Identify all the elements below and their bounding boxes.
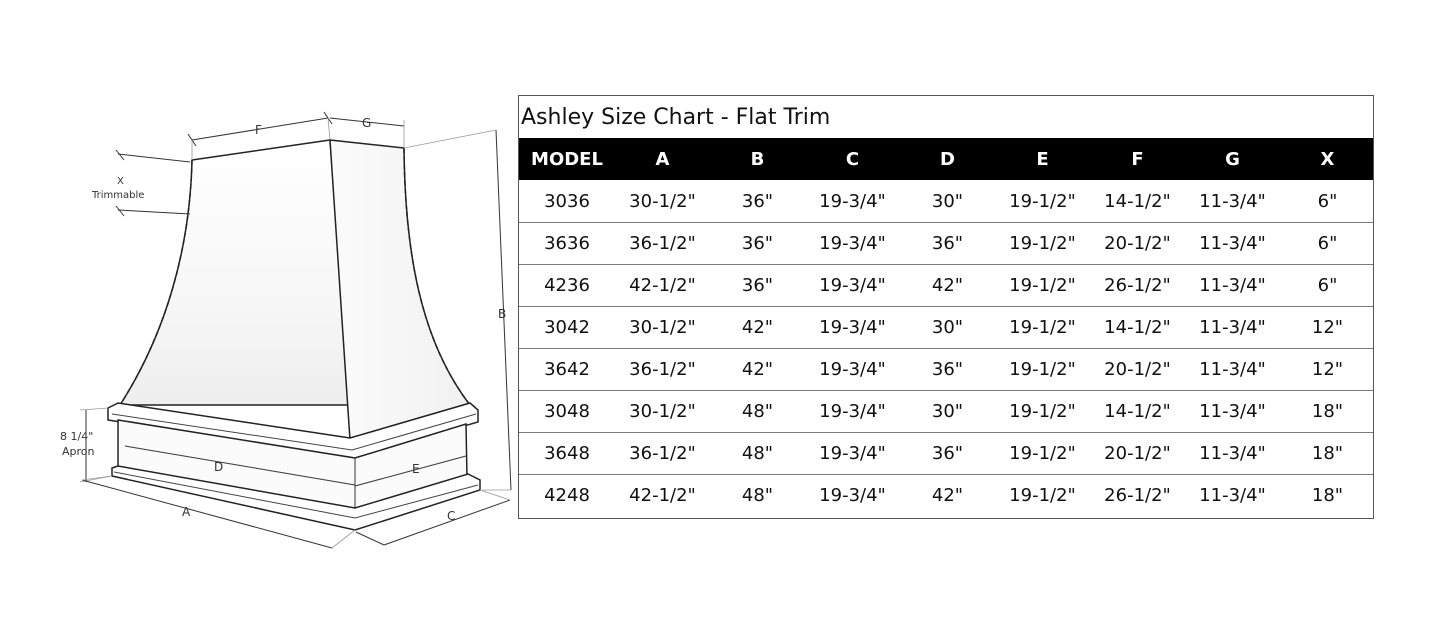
dimension-cell: 20-1/2" <box>1104 359 1171 380</box>
table-row <box>519 180 1373 222</box>
table-row <box>519 348 1373 390</box>
dimension-d-label: D <box>214 460 224 474</box>
dimension-cell: 11-3/4" <box>1199 275 1266 296</box>
dimension-cell: 19-3/4" <box>819 233 886 254</box>
dimension-cell: 36-1/2" <box>629 443 696 464</box>
dimension-cell: 48" <box>741 443 774 464</box>
model-cell: 4236 <box>544 275 590 296</box>
column-header: C <box>845 148 860 170</box>
table-row <box>519 222 1373 264</box>
dimension-cell: 36" <box>931 233 964 254</box>
dimension-cell: 19-1/2" <box>1009 275 1076 296</box>
dimension-cell: 6" <box>1317 190 1338 212</box>
dimension-cell: 19-1/2" <box>1009 233 1076 254</box>
dimension-cell: 48" <box>741 401 774 422</box>
dimension-cell: 36" <box>741 190 774 212</box>
x-label: X <box>117 176 124 187</box>
column-header: D <box>940 148 955 170</box>
dimension-cell: 12" <box>1311 359 1344 380</box>
trimmable-label: Trimmable <box>92 190 145 201</box>
dimension-e-label: E <box>412 462 420 476</box>
table-row <box>519 306 1373 348</box>
dimension-cell: 11-3/4" <box>1199 317 1266 338</box>
size-chart-table <box>518 95 1374 519</box>
apron-label: Apron <box>62 445 95 458</box>
dimension-cell: 19-3/4" <box>819 317 886 338</box>
dimension-cell: 30" <box>931 190 964 212</box>
table-title: Ashley Size Chart - Flat Trim <box>521 105 831 130</box>
column-header: B <box>750 148 765 170</box>
table-row <box>519 474 1373 516</box>
dimension-cell: 30-1/2" <box>629 317 696 338</box>
dimension-cell: 19-3/4" <box>819 190 886 212</box>
dimension-cell: 19-3/4" <box>819 443 886 464</box>
dimension-cell: 20-1/2" <box>1104 443 1171 464</box>
model-cell: 3642 <box>544 359 590 380</box>
dimension-cell: 19-3/4" <box>819 485 886 506</box>
dimension-cell: 26-1/2" <box>1104 485 1171 506</box>
column-header: E <box>1036 148 1049 170</box>
dimension-cell: 19-1/2" <box>1009 317 1076 338</box>
dimension-f-label: F <box>255 123 262 137</box>
dimension-cell: 19-1/2" <box>1009 443 1076 464</box>
dimension-cell: 42-1/2" <box>629 275 696 296</box>
hood-front-face <box>120 140 350 405</box>
model-cell: 4248 <box>544 485 590 506</box>
dimension-c-label: C <box>447 509 456 523</box>
dimension-cell: 11-3/4" <box>1199 443 1266 464</box>
dimension-cell: 30-1/2" <box>629 190 696 212</box>
dimension-cell: 48" <box>741 485 774 506</box>
dimension-cell: 11-3/4" <box>1199 233 1266 254</box>
table-body <box>519 180 1373 516</box>
dimension-cell: 30" <box>931 401 964 422</box>
model-cell: 3042 <box>544 317 590 338</box>
dimension-cell: 14-1/2" <box>1104 317 1171 338</box>
dimension-cell: 36" <box>741 275 774 296</box>
dimension-cell: 26-1/2" <box>1104 275 1171 296</box>
column-header: A <box>655 148 670 170</box>
dimension-cell: 19-1/2" <box>1009 401 1076 422</box>
dimension-cell: 19-3/4" <box>819 359 886 380</box>
model-cell: 3048 <box>544 401 590 422</box>
dimension-cell: 20-1/2" <box>1104 233 1171 254</box>
model-cell: 3648 <box>544 443 590 464</box>
dimension-cell: 36" <box>931 359 964 380</box>
dimension-cell: 19-1/2" <box>1009 190 1076 212</box>
apron-size-label: 8 1/4" <box>60 430 94 443</box>
table-row <box>519 264 1373 306</box>
dimension-cell: 19-1/2" <box>1009 485 1076 506</box>
dimension-b-label: B <box>498 307 507 321</box>
dimension-cell: 42-1/2" <box>629 485 696 506</box>
dimension-cell: 42" <box>931 275 964 296</box>
dimension-cell: 11-3/4" <box>1199 401 1266 422</box>
table-row <box>519 432 1373 474</box>
dimension-cell: 12" <box>1311 317 1344 338</box>
dimension-a-label: A <box>182 505 191 519</box>
model-cell: 3636 <box>544 233 590 254</box>
dimension-cell: 36" <box>741 233 774 254</box>
dimension-cell: 19-1/2" <box>1009 359 1076 380</box>
dimension-cell: 42" <box>931 485 964 506</box>
hood-side-face <box>330 140 470 440</box>
column-header: G <box>1225 148 1240 170</box>
dimension-cell: 11-3/4" <box>1199 485 1266 506</box>
dimension-cell: 36" <box>931 443 964 464</box>
range-hood-diagram <box>0 0 520 637</box>
dimension-cell: 30" <box>931 317 964 338</box>
table-header-row <box>519 138 1373 180</box>
dimension-cell: 30-1/2" <box>629 401 696 422</box>
column-header: X <box>1320 148 1335 170</box>
dimension-cell: 42" <box>741 359 774 380</box>
model-cell: 3036 <box>544 190 590 212</box>
dimension-cell: 42" <box>741 317 774 338</box>
dimension-cell: 18" <box>1311 401 1344 422</box>
dimension-cell: 36-1/2" <box>629 359 696 380</box>
dimension-cell: 18" <box>1311 443 1344 464</box>
dimension-cell: 11-3/4" <box>1199 190 1266 212</box>
column-header: F <box>1131 148 1144 170</box>
dimension-cell: 6" <box>1317 233 1338 254</box>
dimension-cell: 6" <box>1317 275 1338 296</box>
table-row <box>519 390 1373 432</box>
dimension-g-label: G <box>362 116 372 130</box>
dimension-cell: 11-3/4" <box>1199 359 1266 380</box>
dimension-cell: 18" <box>1311 485 1344 506</box>
dimension-cell: 19-3/4" <box>819 275 886 296</box>
dimension-cell: 36-1/2" <box>629 233 696 254</box>
dimension-cell: 14-1/2" <box>1104 401 1171 422</box>
dimension-cell: 14-1/2" <box>1104 190 1171 212</box>
column-header: MODEL <box>531 148 603 170</box>
dimension-cell: 19-3/4" <box>819 401 886 422</box>
